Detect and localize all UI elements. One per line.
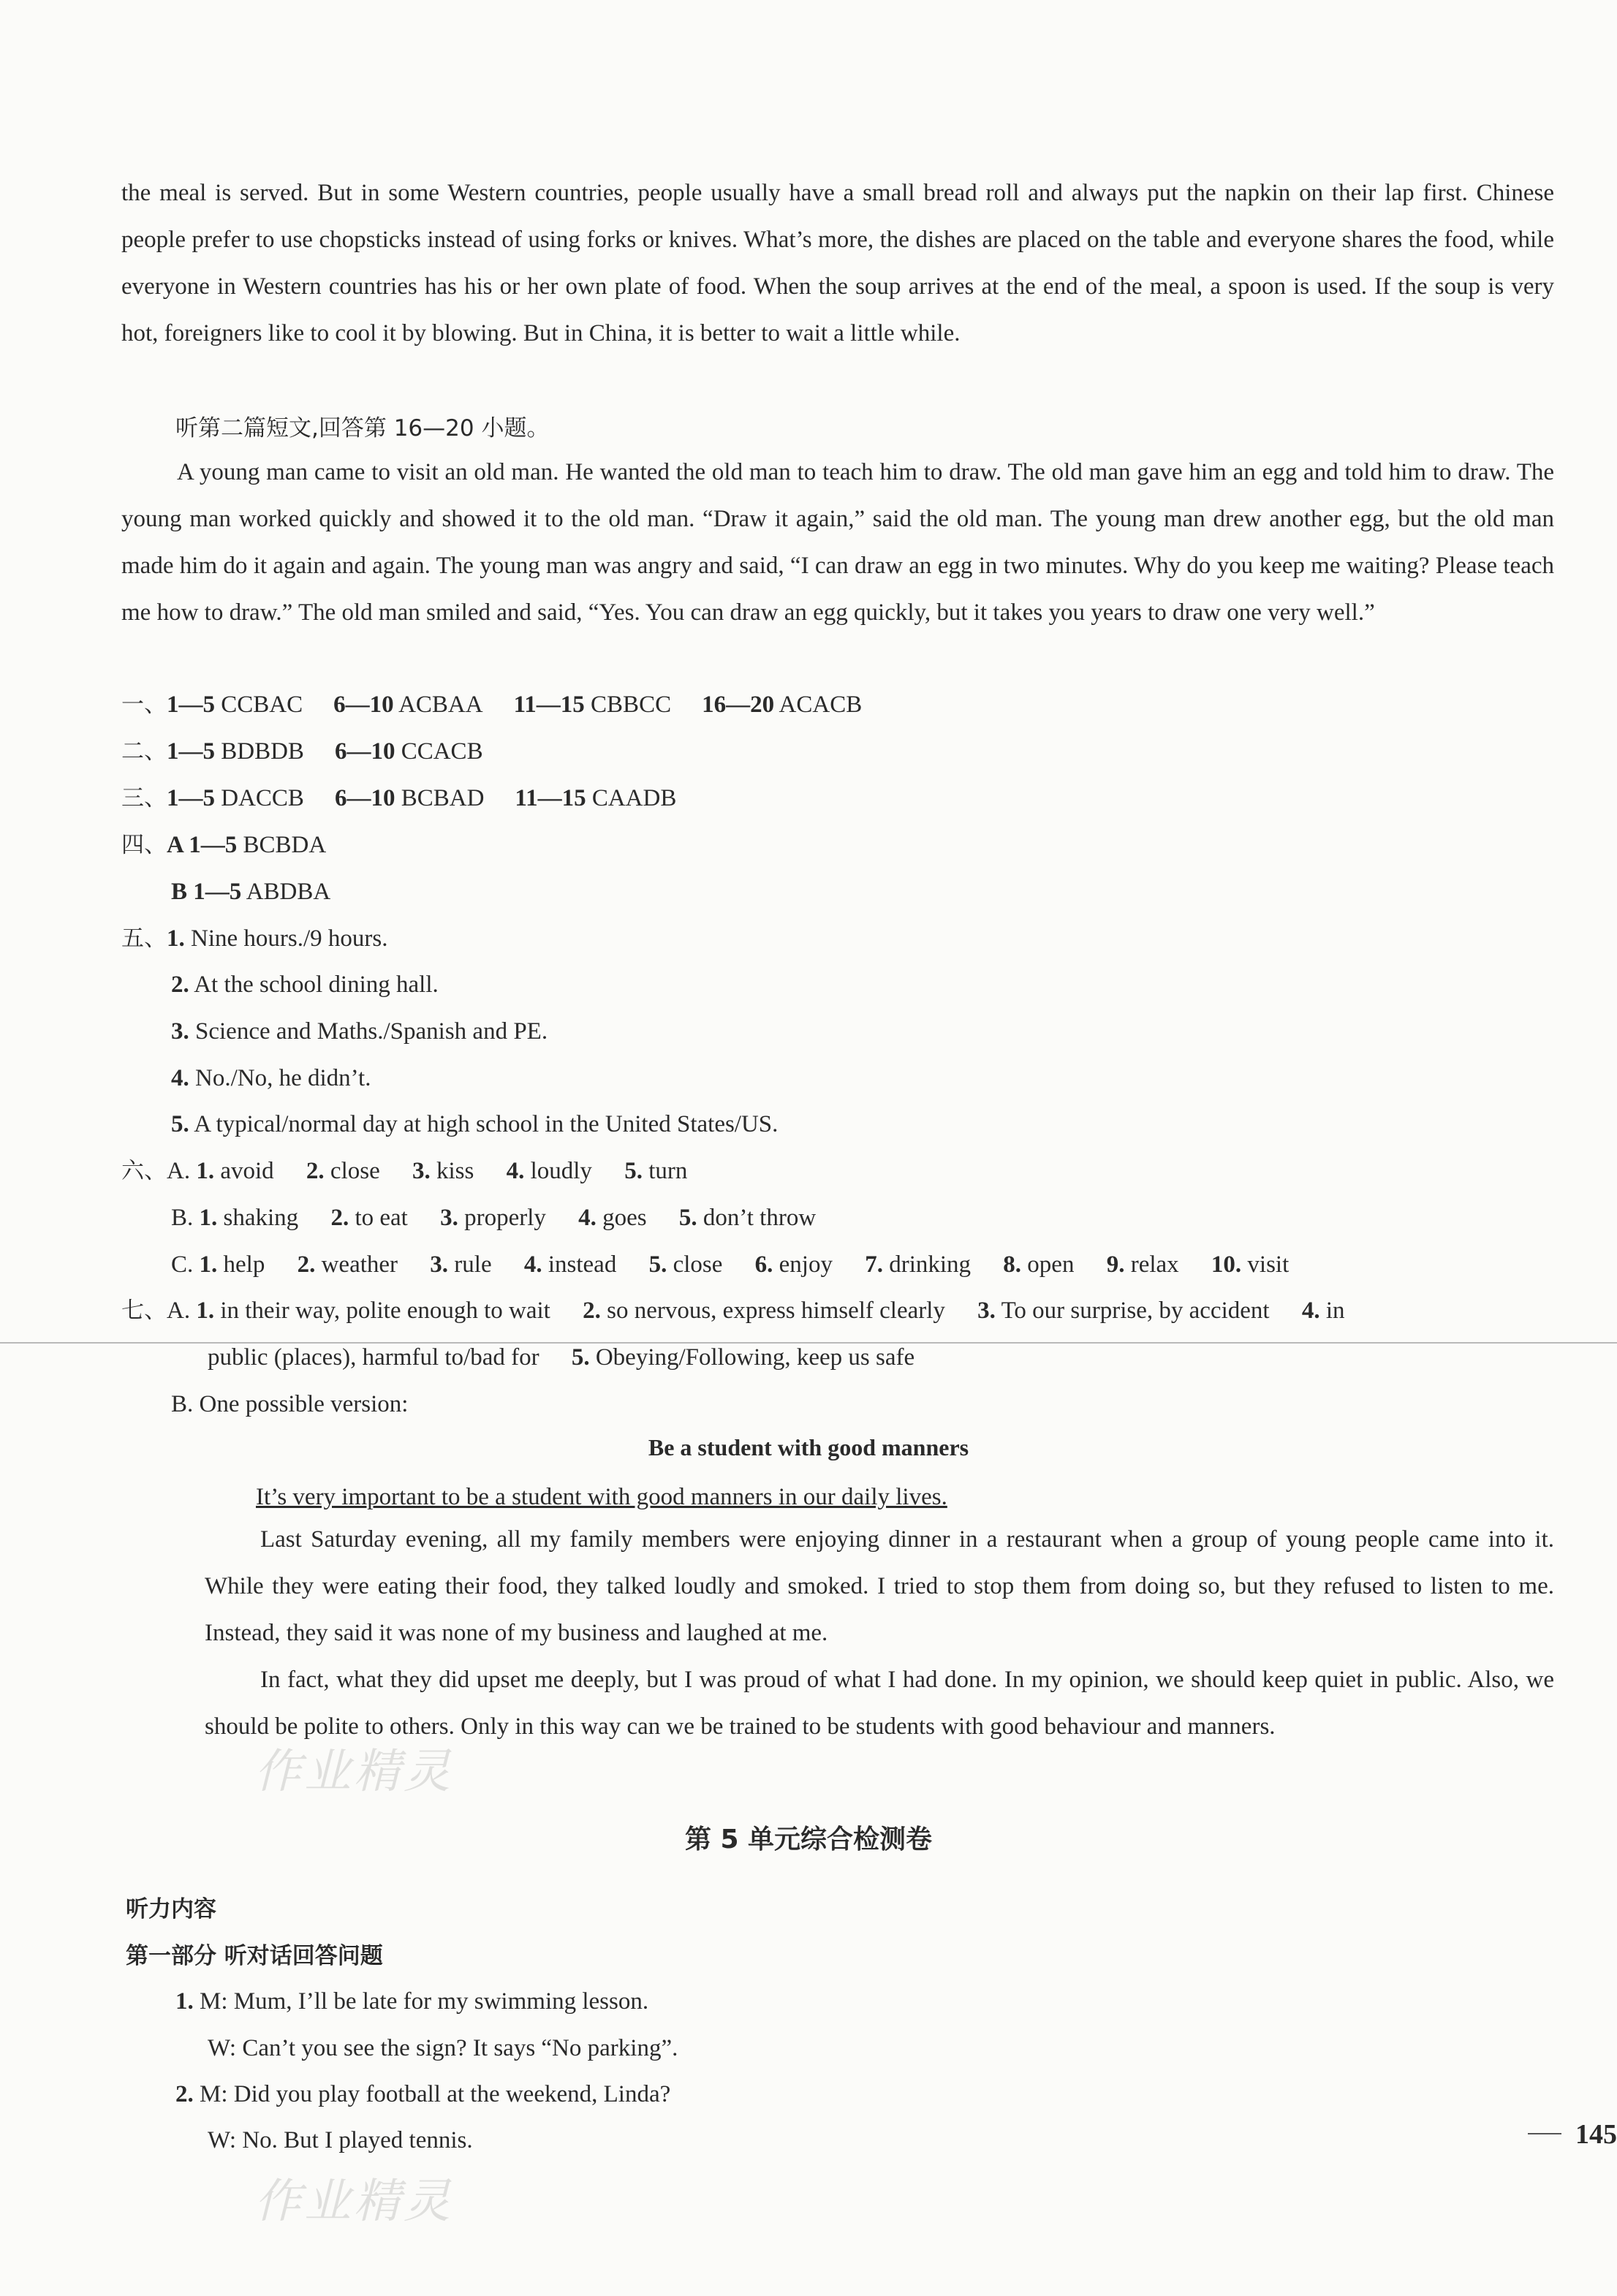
page-number-dash: [1528, 2133, 1561, 2134]
page-number: 145: [1575, 2119, 1617, 2150]
passage2-text: A young man came to visit an old man. He wanted the old man to teach him to draw. The old man gave him an egg and told him to draw. The young man worked quickly and showed it to the old man. “Draw it again,” said the old man. The young man drew another egg, but the old man made him do it again and again. The young man was angry and said, “I can draw an egg in two minutes. Why do you keep me waiting? Please teach me how to draw.” The old man smiled and said, “Yes. You can draw an egg quickly, but it takes you years to draw one very well.”: [121, 459, 1554, 626]
answer-section-5-item-4: 4. No./No, he didn’t.: [171, 1065, 371, 1091]
watermark-stamp-1: 作业精灵: [254, 1745, 453, 1799]
answer-section-5-item-3: 3. Science and Maths./Spanish and PE.: [171, 1018, 548, 1045]
answer-section-7a-line1: 七、A. 1. in their way, polite enough to wait 2. so nervous, express himself clearly 3. To our surprise, by accident 4. in: [121, 1297, 1345, 1324]
answer-section-5-item-5: 5. A typical/normal day at high school in the United States/US.: [171, 1111, 779, 1137]
part1-heading: 第一部分 听对话回答问题: [126, 1943, 383, 1969]
answer-section-6b: B. 1. shaking 2. to eat 3. properly 4. goes 5. don’t throw: [171, 1205, 817, 1231]
essay-thesis: It’s very important to be a student with good manners in our daily lives.: [256, 1484, 947, 1510]
listening-heading: 听力内容: [126, 1896, 216, 1922]
passage2-instruction: 听第二篇短文,回答第 16—20 小题。: [175, 415, 550, 442]
answer-section-4b: B 1—5 ABDBA: [171, 879, 331, 905]
watermark-stamp-2: 作业精灵: [254, 2175, 453, 2229]
essay-title: Be a student with good manners: [648, 1434, 969, 1460]
answer-section-6c: C. 1. help 2. weather 3. rule 4. instead 5. close 6. enjoy 7. drinking 8. open 9. relax 10. visit: [171, 1251, 1290, 1278]
dialogue-2-man: 2. M: Did you play football at the weekend, Linda?: [175, 2081, 671, 2107]
unit5-title: 第 5 单元综合检测卷: [684, 1825, 933, 1854]
answer-section-5-item-1: 五、1. Nine hours./9 hours.: [121, 925, 388, 952]
essay-paragraph-1: Last Saturday evening, all my family members were enjoying dinner in a restaurant when a group of young people came into it. While they were eating their food, they talked loudly and smoked. I tried to stop them from doing so, but they refused to listen to me. Instead, they said it was none of my business and laughed at me.: [205, 1526, 1554, 1646]
dialogue-1-woman: W: Can’t you see the sign? It says “No parking”.: [208, 2035, 678, 2061]
answer-section-5-item-2: 2. At the school dining hall.: [171, 971, 439, 998]
answer-section-7b-intro: B. One possible version:: [171, 1391, 409, 1417]
answer-section-6a: 六、A. 1. avoid 2. close 3. kiss 4. loudly 5. turn: [121, 1158, 688, 1184]
dialogue-1-man: 1. M: Mum, I’ll be late for my swimming lesson.: [175, 1988, 649, 2015]
answer-section-4a: 四、A 1—5 BCBDA: [121, 832, 327, 858]
answer-section-2: 二、1—5 BDBDB 6—10 CCACB: [121, 738, 483, 765]
answer-section-3: 三、1—5 DACCB 6—10 BCBAD 11—15 CAADB: [121, 785, 677, 811]
answer-section-7a-line2: public (places), harmful to/bad for 5. Obeying/Following, keep us safe: [208, 1344, 915, 1371]
passage-continuation: the meal is served. But in some Western countries, people usually have a small bread roll and always put the napkin on their lap first. Chinese people prefer to use chopsticks instead of using forks or knives. What’s more, the dishes are placed on the table and everyone shares the food, while everyone in Western countries has his or her own plate of food. When the soup arrives at the end of the meal, a spoon is used. If the soup is very hot, foreigners like to cool it by blowing. But in China, it is better to wait a little while.: [121, 180, 1554, 346]
answer-section-1: 一、1—5 CCBAC 6—10 ACBAA 11—15 CBBCC 16—20 ACACB: [121, 692, 863, 718]
dialogue-2-woman: W: No. But I played tennis.: [208, 2127, 473, 2153]
essay-paragraph-2: In fact, what they did upset me deeply, but I was proud of what I had done. In my opinion, we should keep quiet in public. Also, we should be polite to others. Only in this way can we be trained to be students with good behaviour and manners.: [205, 1667, 1554, 1740]
